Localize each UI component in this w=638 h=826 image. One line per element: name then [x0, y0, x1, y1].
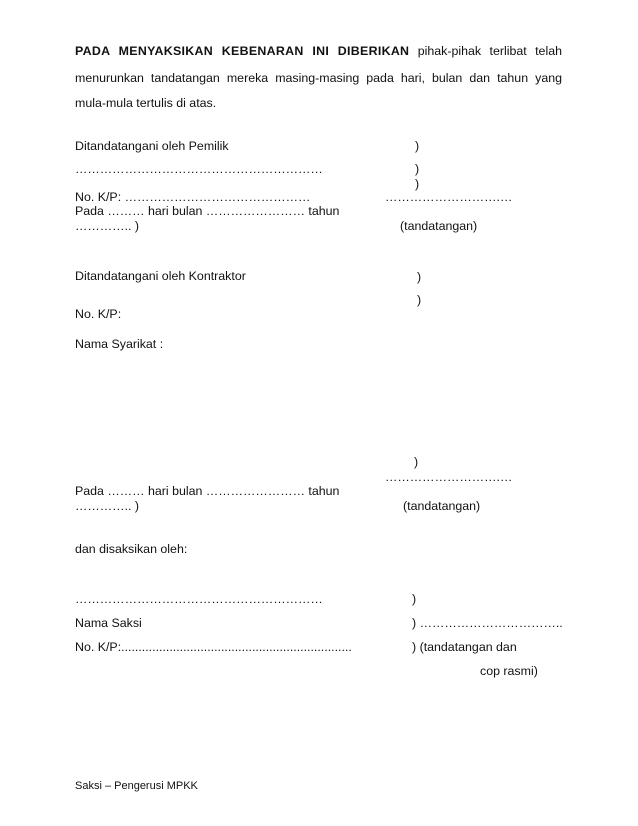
owner-tail-line: ………….. ): [75, 219, 140, 233]
contractor-bracket-3: ): [414, 455, 419, 469]
intro-line-3: mula-mula tertulis di atas.: [75, 96, 217, 110]
witness-cop-rasmi: cop rasmi): [480, 664, 538, 678]
owner-bracket-3: ): [415, 177, 420, 191]
witness-dots-line: ……………………………………………………: [75, 592, 323, 606]
contractor-signature-dots: ……………………….…: [385, 470, 513, 484]
owner-bracket-2: ): [415, 162, 420, 176]
contractor-heading: Ditandatangani oleh Kontraktor: [75, 269, 246, 283]
contractor-signature-label: (tandatangan): [403, 499, 481, 513]
contractor-bracket-1: ): [417, 270, 422, 284]
contractor-company: Nama Syarikat :: [75, 337, 164, 351]
intro-line-1-rest: pihak-pihak terlibat telah: [417, 44, 562, 58]
witness-bracket-2: ) ……………………………..: [412, 616, 563, 630]
witness-bracket-3: ) (tandatangan dan: [412, 640, 517, 654]
witness-heading: dan disaksikan oleh:: [75, 542, 188, 556]
owner-signature-dots: ……………………….…: [385, 190, 513, 204]
owner-bracket-1: ): [415, 139, 420, 153]
owner-dots-line: ……………………………………………………: [75, 162, 323, 176]
witness-bracket-1: ): [412, 592, 417, 606]
contractor-bracket-2: ): [417, 293, 422, 307]
owner-signature-label: (tandatangan): [400, 219, 478, 233]
contractor-nokp: No. K/P:: [75, 307, 122, 321]
contractor-pada-line: Pada ……… hari bulan …………………… tahun: [75, 484, 340, 498]
witness-nokp: No. K/P:...................................................................: [75, 640, 352, 654]
contractor-tail-line: ………….. ): [75, 499, 140, 513]
intro-line-1: [75, 44, 562, 58]
intro-bold-text: PADA MENYAKSIKAN KEBENARAN INI DIBERIKAN: [75, 44, 410, 58]
owner-nokp: No. K/P: ………………………………………: [75, 190, 311, 204]
witness-name: Nama Saksi: [75, 616, 142, 630]
owner-heading: Ditandatangani oleh Pemilik: [75, 139, 229, 153]
intro-line-2: menurunkan tandatangan mereka masing-masing pada hari, bulan dan tahun yang: [75, 71, 562, 85]
owner-pada-line: Pada ……… hari bulan …………………… tahun: [75, 204, 340, 218]
footer-text: Saksi – Pengerusi MPKK: [75, 780, 198, 792]
